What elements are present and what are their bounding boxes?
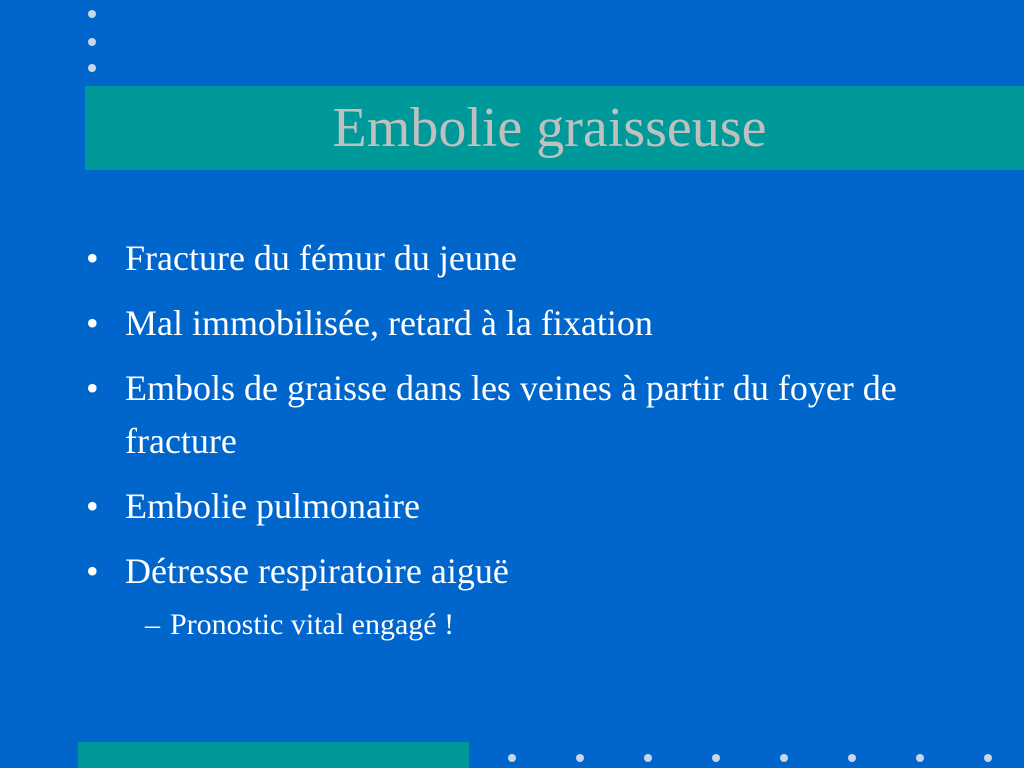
footer-band <box>78 742 469 768</box>
bullet-mark: • <box>86 238 99 278</box>
slide-body <box>80 232 920 646</box>
bullet-text: Fracture du fémur du jeune <box>125 238 517 278</box>
bullet-item <box>80 362 920 468</box>
decorative-dot <box>984 754 992 762</box>
decorative-dot <box>88 38 96 46</box>
decorative-dot <box>780 754 788 762</box>
decorative-dot <box>88 64 96 72</box>
bullet-text: Mal immobilisée, retard à la fixation <box>125 303 653 343</box>
bullet-item <box>80 232 920 285</box>
bullet-text: Embols de graisse dans les veines à partir du foyer de fracture <box>125 368 897 461</box>
slide-title: Embolie graisseuse <box>332 97 767 159</box>
decorative-dot <box>916 754 924 762</box>
title-band <box>85 86 1024 170</box>
decorative-dot <box>712 754 720 762</box>
bullet-text: Embolie pulmonaire <box>125 486 420 526</box>
bullet-item <box>80 545 920 598</box>
bullet-item <box>80 297 920 350</box>
decorative-dots-horizontal <box>508 754 1008 764</box>
bullet-mark: • <box>86 551 99 591</box>
sub-bullet-text: Pronostic vital engagé ! <box>170 608 455 641</box>
sub-bullet-mark: – <box>145 608 160 641</box>
decorative-dot <box>508 754 516 762</box>
bullet-mark: • <box>86 368 99 408</box>
bullet-item <box>80 480 920 533</box>
decorative-dot <box>848 754 856 762</box>
bullet-text: Détresse respiratoire aiguë <box>125 551 509 591</box>
decorative-dot <box>644 754 652 762</box>
bullet-mark: • <box>86 486 99 526</box>
decorative-dot <box>576 754 584 762</box>
decorative-dot <box>88 10 96 18</box>
decorative-dots-vertical <box>88 10 98 80</box>
sub-bullet-item <box>80 604 920 646</box>
bullet-mark: • <box>86 303 99 343</box>
